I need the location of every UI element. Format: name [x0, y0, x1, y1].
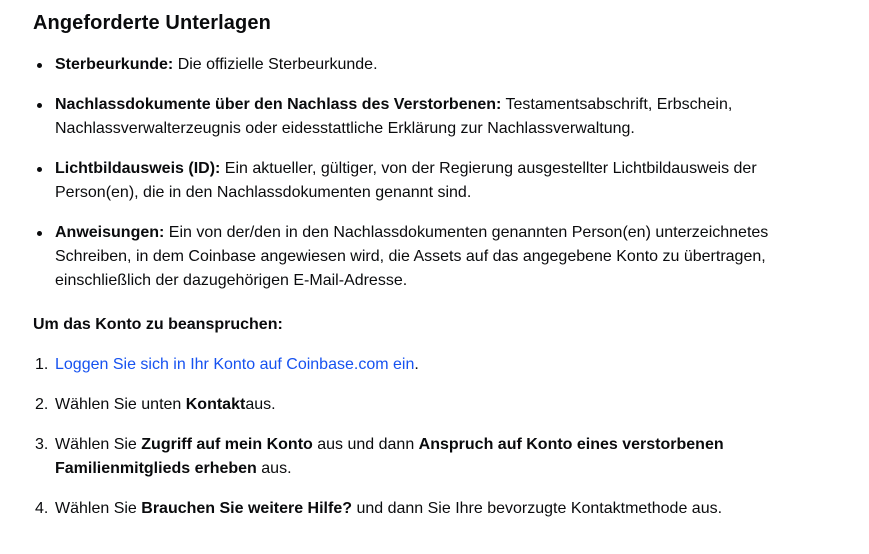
claim-steps-list — [33, 353, 823, 521]
step-text: aus. — [245, 396, 276, 413]
list-item-term: Anweisungen: — [55, 224, 165, 241]
step-text: Wählen Sie — [55, 500, 142, 517]
step-text: aus und dann — [312, 436, 419, 453]
step-item-2 — [33, 393, 823, 417]
step-item-1 — [33, 353, 823, 377]
required-documents-list — [33, 53, 823, 293]
step-item-3 — [33, 433, 823, 481]
list-item-term: Sterbeurkunde: — [55, 56, 174, 73]
list-item-text: Die offizielle Sterbeurkunde. — [173, 56, 378, 73]
list-item-estate-documents — [33, 93, 823, 141]
bullet-icon — [37, 167, 42, 172]
bullet-icon — [37, 63, 42, 68]
list-item-term: Nachlassdokumente über den Nachlass des Verstorbenen: — [55, 96, 502, 113]
step-text: aus. — [256, 460, 292, 477]
list-item-instructions — [33, 221, 823, 293]
step-number: 2. — [35, 396, 49, 413]
bullet-icon — [37, 103, 42, 108]
login-coinbase-link[interactable]: Loggen Sie sich in Ihr Konto auf Coinbase.com ein — [55, 356, 415, 373]
list-item-text: Testamentsabschrift, Erbschein, Nachlassverwalterzeugnis oder eidesstattliche Erklärung zur Nachlassverwaltung. — [55, 96, 733, 137]
step-number: 3. — [35, 436, 49, 453]
list-item-photo-id — [33, 157, 823, 205]
step-bold-text: Kontakt — [185, 396, 246, 413]
step-item-4 — [33, 497, 823, 521]
list-item-text: Ein von der/den in den Nachlassdokumenten genannten Person(en) unterzeichnetes Schreiben, in dem Coinbase angewiesen wird, die Assets auf das angegebene Konto zu übertragen, einschließlich der dazugehörigen E-Mail-Adresse. — [55, 224, 769, 289]
step-bold-text: Zugriff auf mein Konto — [141, 436, 313, 453]
step-text: Wählen Sie unten — [55, 396, 186, 413]
claim-account-heading: Um das Konto zu beanspruchen: — [33, 316, 283, 333]
step-text: Wählen Sie — [55, 436, 142, 453]
step-text: und dann Sie Ihre bevorzugte Kontaktmethode aus. — [352, 500, 723, 517]
list-item-death-certificate — [33, 53, 823, 77]
step-bold-text: Brauchen Sie weitere Hilfe? — [141, 500, 352, 517]
list-item-term: Lichtbildausweis (ID): — [55, 160, 221, 177]
step-text: . — [414, 356, 419, 373]
bullet-icon — [37, 231, 42, 236]
step-number: 1. — [35, 356, 49, 373]
list-item-text: Ein aktueller, gültiger, von der Regierung ausgestellter Lichtbildausweis der Person(en), die in den Nachlassdokumenten genannt sind. — [55, 160, 757, 201]
step-bold-text: Anspruch auf Konto eines verstorbenen Familienmitglieds erheben — [55, 436, 724, 477]
section-heading: Angeforderte Unterlagen — [33, 12, 271, 34]
step-number: 4. — [35, 500, 49, 517]
